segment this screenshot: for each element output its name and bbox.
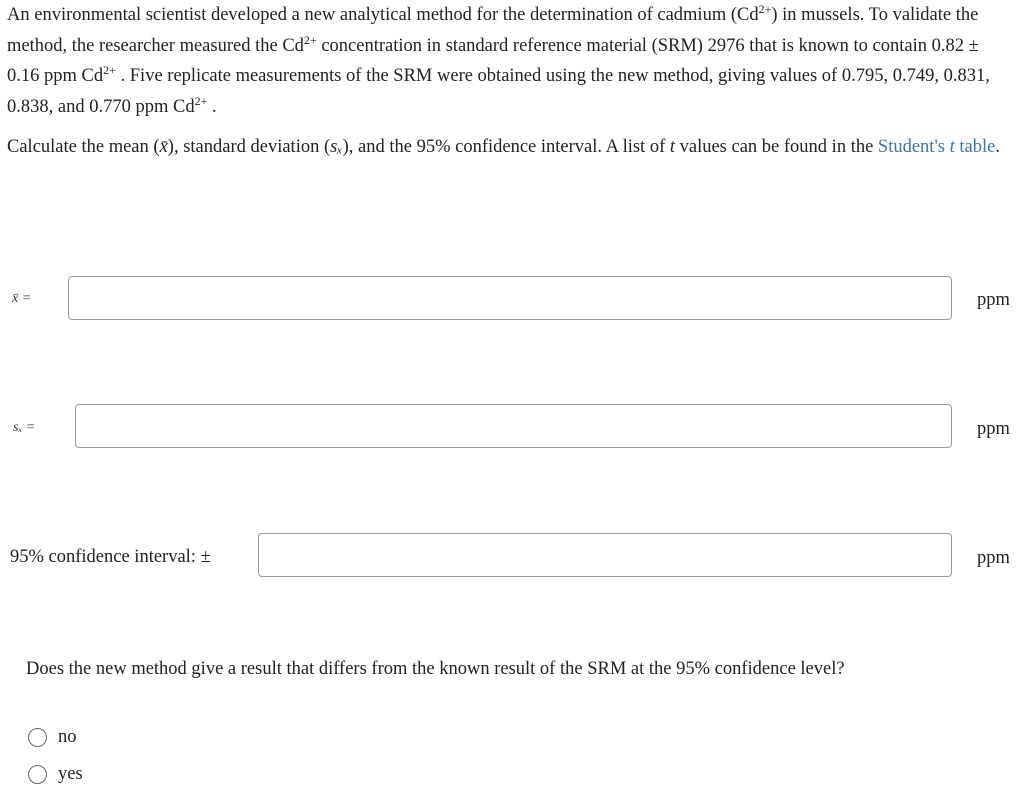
- sd-label: sₓ =: [13, 420, 36, 435]
- mean-label: x̄ =: [12, 291, 32, 306]
- charge-superscript: 2+: [103, 63, 116, 77]
- charge-superscript: 2+: [303, 32, 317, 47]
- students-t-table-link[interactable]: [878, 137, 995, 157]
- intro-text: concentration in standard reference material (SRM) 2976 that is known to contain 0.82 ± 0.16 ppm Cd: [7, 35, 979, 86]
- intro-text: ) in mussels. To validate the method, the researcher measured the Cd: [7, 5, 979, 56]
- option-yes-label: yes: [58, 764, 83, 784]
- ci-input[interactable]: [258, 533, 952, 577]
- ci-label: 95% confidence interval: ±: [10, 547, 211, 567]
- sd-input[interactable]: [75, 404, 952, 448]
- sd-symbol: sₓ: [330, 137, 343, 157]
- link-t-symbol: t: [949, 137, 955, 157]
- mean-input[interactable]: [68, 276, 952, 320]
- link-text: Student's: [877, 137, 950, 157]
- intro-text: An environmental scientist developed a new analytical method for the determination of cadmium (Cd: [7, 5, 759, 25]
- question-text: ), standard deviation (: [167, 137, 331, 157]
- radio-yes[interactable]: [28, 765, 47, 784]
- link-text: table: [954, 137, 996, 157]
- comparison-question: Does the new method give a result that differs from the known result of the SRM at the 95% confidence level?: [26, 659, 845, 679]
- radio-no[interactable]: [28, 728, 47, 747]
- sd-unit: ppm: [977, 419, 1010, 439]
- question-text: .: [995, 137, 1000, 157]
- option-no[interactable]: [28, 727, 77, 748]
- charge-superscript: 2+: [194, 93, 208, 108]
- intro-text: . Five replicate measurements of the SRM were obtained using the new method, giving values of 0.795, 0.749, 0.831, 0.838, and 0.770 ppm Cd: [7, 66, 990, 117]
- mean-unit: ppm: [977, 290, 1010, 310]
- intro-text: .: [207, 96, 217, 117]
- question-text: values can be found in the: [675, 137, 878, 157]
- t-symbol: t: [669, 137, 675, 157]
- charge-superscript: 2+: [758, 2, 772, 16]
- problem-intro: [7, 0, 1007, 122]
- ci-unit: ppm: [977, 548, 1010, 568]
- question-text: ), and the 95% confidence interval. A list of: [342, 137, 670, 157]
- option-no-label: no: [58, 727, 77, 747]
- problem-question: [7, 132, 1007, 163]
- mean-symbol: x̄: [159, 137, 168, 157]
- option-yes[interactable]: [28, 764, 83, 785]
- question-text: Calculate the mean (: [7, 137, 160, 157]
